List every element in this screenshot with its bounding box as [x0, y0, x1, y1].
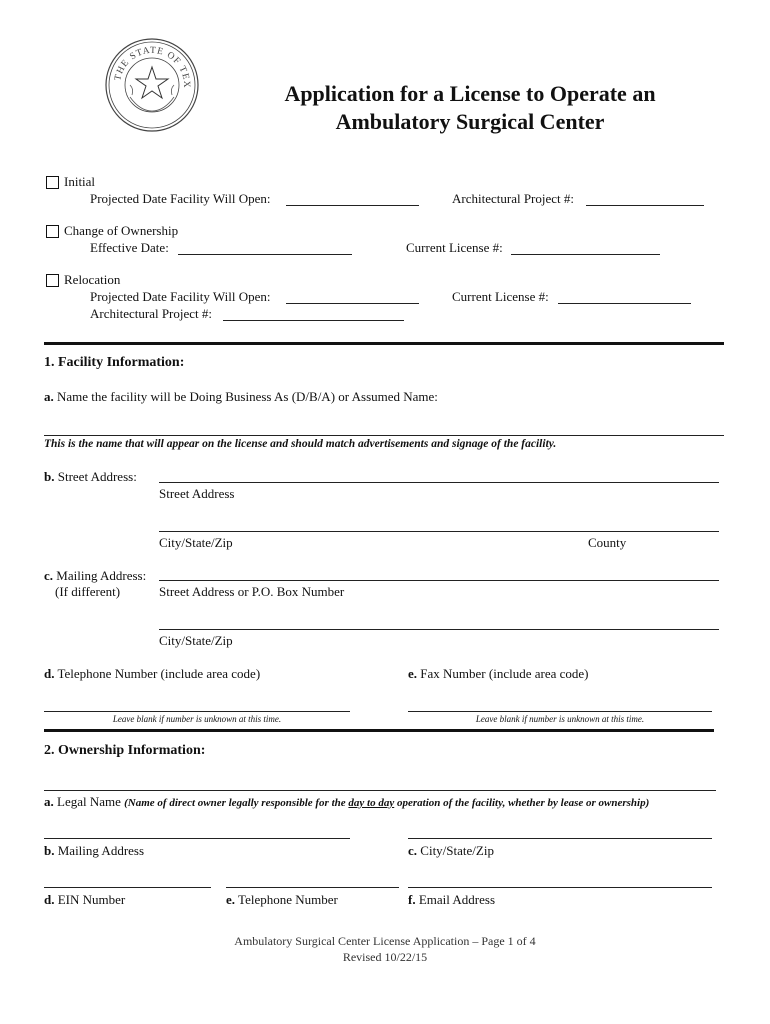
initial-label: Initial: [64, 174, 96, 189]
item-letter: e.: [226, 892, 236, 907]
item-letter: d.: [44, 666, 55, 681]
mailing-street-caption: Street Address or P.O. Box Number: [159, 584, 345, 599]
fax-label: e. Fax Number (include area code): [408, 666, 589, 681]
footer-revised: Revised 10/22/15: [342, 950, 428, 964]
email-label: f. Email Address: [408, 892, 496, 907]
relocation-architectural-project-label: Architectural Project #:: [90, 306, 213, 321]
telephone-field[interactable]: [44, 711, 350, 712]
svg-text:THE STATE OF TEXAS: [104, 37, 191, 89]
dba-note: This is the name that will appear on the license and should match advertisements and signage of the facility.: [44, 438, 557, 450]
change-current-license-field[interactable]: [511, 254, 660, 255]
city-state-zip-caption: City/State/Zip: [159, 535, 233, 550]
relocation-projected-date-field[interactable]: [286, 303, 419, 304]
relocation-projected-date-label: Projected Date Facility Will Open:: [90, 289, 271, 304]
effective-date-label: Effective Date:: [90, 240, 169, 255]
telephone-blank-note: Leave blank if number is unknown at this time.: [112, 714, 282, 724]
owner-city-state-zip-field[interactable]: [408, 838, 712, 839]
owner-mailing-address-label: b. Mailing Address: [44, 843, 145, 858]
state-seal: [104, 37, 200, 133]
change-current-license-label: Current License #:: [406, 240, 503, 255]
title-line-2: Ambulatory Surgical Center: [335, 109, 605, 134]
item-letter: c.: [408, 843, 418, 858]
initial-architectural-project-label: Architectural Project #:: [452, 191, 575, 206]
street-address-label: b. Street Address:: [44, 469, 137, 484]
initial-projected-date-field[interactable]: [286, 205, 419, 206]
legal-name-label: a. Legal Name (Name of direct owner legally responsible for the day to day operation of the facility, whether by lease or ownership): [44, 794, 650, 809]
initial-architectural-project-field[interactable]: [586, 205, 704, 206]
item-letter: c.: [44, 568, 54, 583]
item-letter: d.: [44, 892, 55, 907]
relocation-label: Relocation: [64, 272, 121, 287]
mailing-address-label: c. Mailing Address:: [44, 568, 147, 583]
email-field[interactable]: [408, 887, 712, 888]
relocation-current-license-label: Current License #:: [452, 289, 549, 304]
owner-telephone-label: e. Telephone Number: [226, 892, 338, 907]
texas-seal-icon: [104, 37, 200, 133]
item-letter: f.: [408, 892, 416, 907]
telephone-label: d. Telephone Number (include area code): [44, 666, 261, 681]
legal-name-note: (Name of direct owner legally responsible for the day to day operation of the facility, whether by lease or ownership): [124, 797, 650, 809]
section-divider: [44, 729, 714, 732]
ein-label: d. EIN Number: [44, 892, 126, 907]
ein-field[interactable]: [44, 887, 211, 888]
section-divider: [44, 342, 724, 345]
dba-label: Name the facility will be Doing Business As (D/B/A) or Assumed Name:: [57, 389, 438, 404]
mailing-city-state-zip-field[interactable]: [159, 629, 719, 630]
owner-city-state-zip-label: c. City/State/Zip: [408, 843, 494, 858]
mailing-address-field[interactable]: [159, 580, 719, 581]
fax-field[interactable]: [408, 711, 712, 712]
fax-blank-note: Leave blank if number is unknown at this time.: [475, 714, 645, 724]
item-letter: b.: [44, 843, 55, 858]
street-address-field[interactable]: [159, 482, 719, 483]
item-letter: a.: [44, 794, 54, 809]
change-of-ownership-label: Change of Ownership: [64, 223, 179, 238]
footer-page-info: Ambulatory Surgical Center License Application – Page 1 of 4: [234, 934, 536, 948]
initial-projected-date-label: Projected Date Facility Will Open:: [90, 191, 271, 206]
section-2-heading: 2. Ownership Information:: [44, 743, 206, 758]
section-1-heading: 1. Facility Information:: [44, 355, 185, 370]
county-caption: County: [588, 535, 627, 550]
if-different-label: (If different): [55, 584, 121, 599]
page-title: [190, 80, 750, 136]
effective-date-field[interactable]: [178, 254, 352, 255]
dba-question: [44, 389, 438, 405]
street-address-caption: Street Address: [159, 486, 235, 501]
legal-name-field[interactable]: [44, 790, 716, 791]
dba-field[interactable]: [44, 435, 724, 436]
mailing-city-state-zip-caption: City/State/Zip: [159, 633, 233, 648]
owner-mailing-address-field[interactable]: [44, 838, 350, 839]
item-letter: e.: [408, 666, 418, 681]
item-letter: b.: [44, 469, 55, 484]
title-line-1: Application for a License to Operate an: [284, 81, 656, 106]
item-letter: a.: [44, 389, 54, 404]
relocation-architectural-project-field[interactable]: [223, 320, 404, 321]
relocation-checkbox[interactable]: [46, 274, 59, 287]
initial-checkbox[interactable]: [46, 176, 59, 189]
seal-text: THE STATE OF TEX: [113, 45, 192, 89]
relocation-current-license-field[interactable]: [558, 303, 691, 304]
owner-telephone-field[interactable]: [226, 887, 399, 888]
page-footer: [190, 933, 580, 965]
city-state-zip-field[interactable]: [159, 531, 719, 532]
change-of-ownership-checkbox[interactable]: [46, 225, 59, 238]
